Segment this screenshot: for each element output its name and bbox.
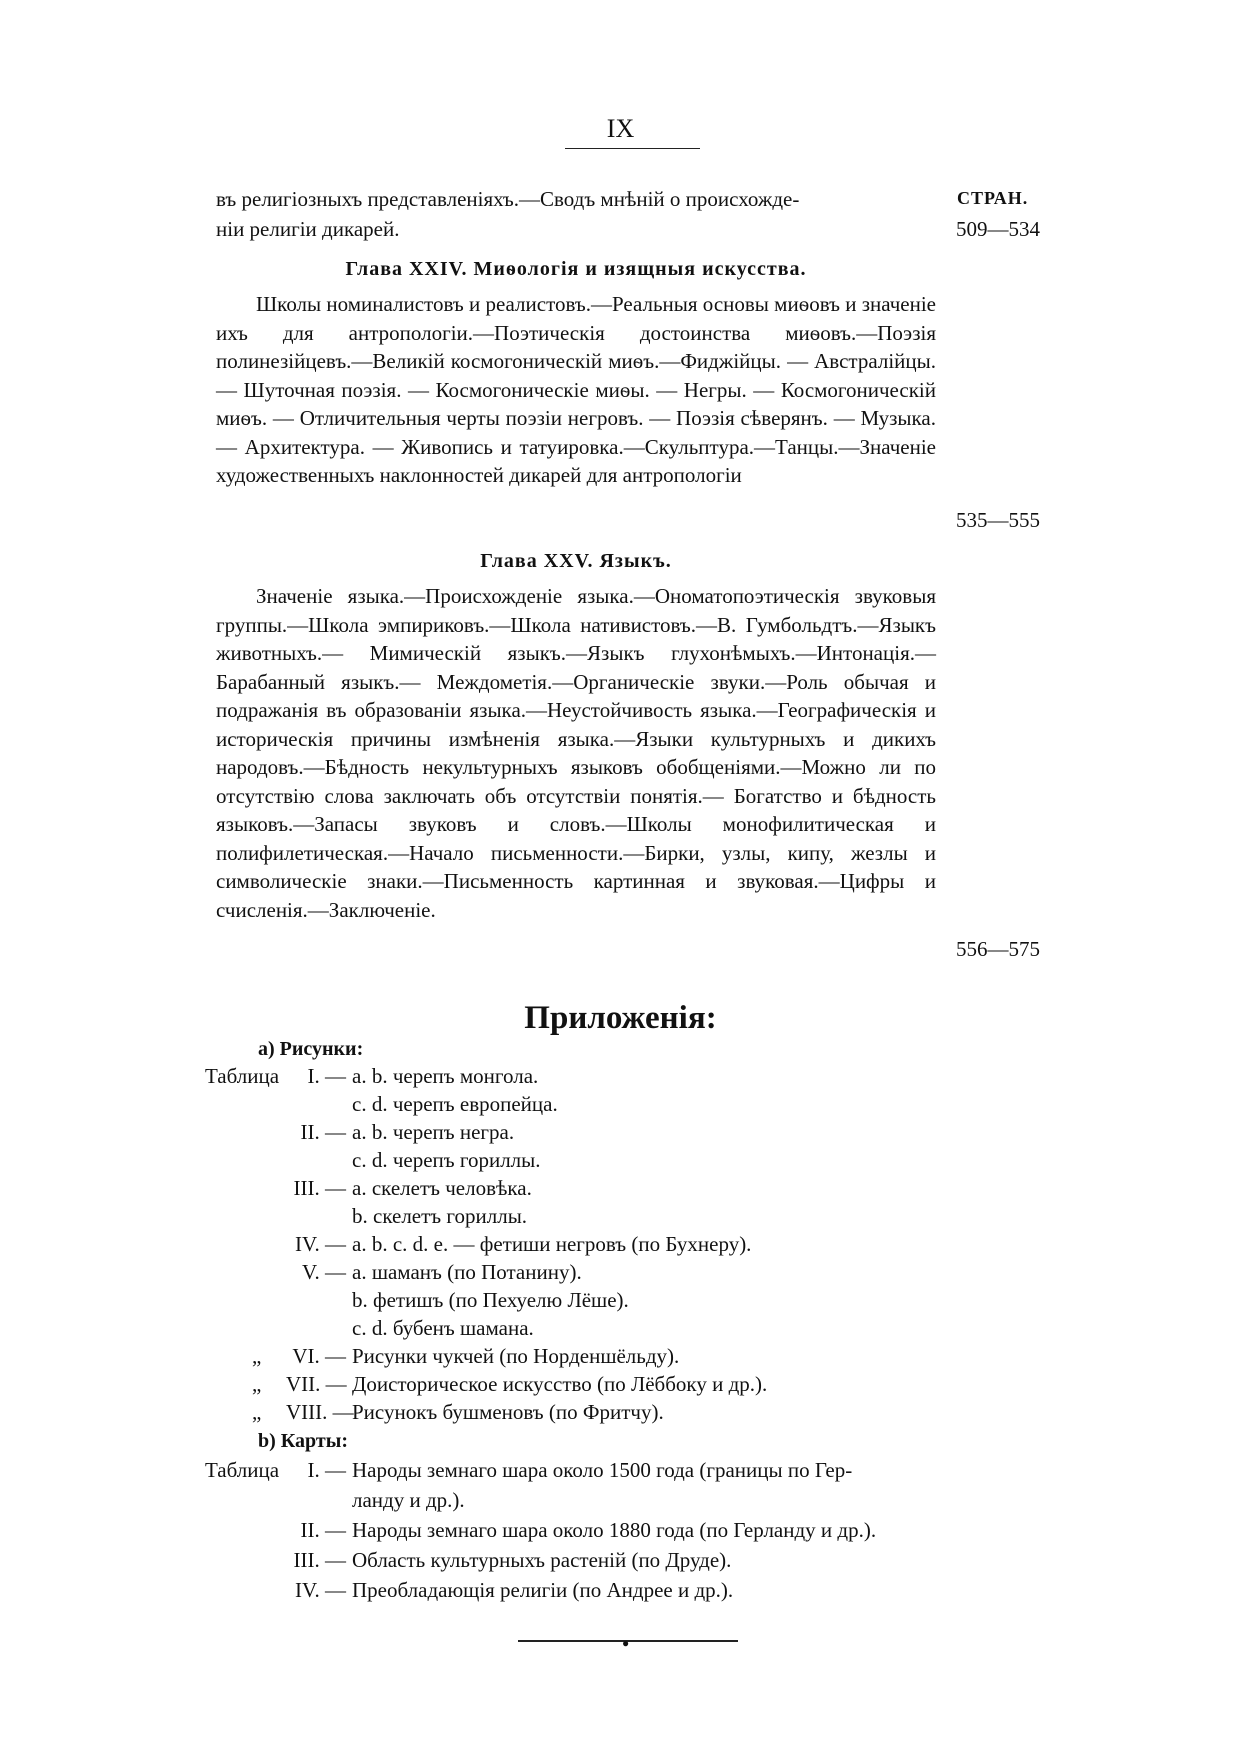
plate-number: I. — xyxy=(307,1458,346,1482)
figure-text: a. шаманъ (по Потанину). xyxy=(352,1260,582,1284)
plate-number: VI. — xyxy=(292,1344,346,1368)
figure-text: a. b. черепъ монгола. xyxy=(352,1064,539,1088)
figure-row xyxy=(252,1342,679,1370)
figure-row xyxy=(252,1370,767,1398)
figure-row xyxy=(266,1314,534,1342)
chapter-text: Школы номиналистовъ и реалистовъ.—Реальныя основы миѳовъ и значеніе ихъ для антропологіи.—Поэтическія достоинства миѳовъ.—Поэзія полинезійцевъ.—Великій космогоническій миѳъ.—Фиджійцы. — Австралійцы. — Шуточная поэзія. — Космогоническіе миѳы. — Негры. — Космогоническій миѳъ. — Отличительныя черты поэзіи негровъ. — Поэзія сѣверянъ. — Музыка. — Архитектура. — Живопись и татуировка.—Скульптура.—Танцы.—Значеніе художественныхъ наклонностей дикарей для антропологіи xyxy=(216,292,936,487)
figure-text: a. скелетъ человѣка. xyxy=(352,1176,532,1200)
figure-row xyxy=(266,1202,527,1230)
chapter-heading: Глава XXV. Языкъ. xyxy=(480,550,672,572)
chapter-text: Значеніе языка.—Происхожденіе языка.—Ономатопоэтическія звуковыя группы.—Школа эмпириковъ.—Школа нативистовъ.—В. Гумбольдтъ.—Языкъ животныхъ.— Мимическій языкъ.—Языкъ глухонѣмыхъ.—Интонація.—Барабанный языкъ.— Междометія.—Органическіе звуки.—Роль обычая и подражанія въ образованіи языка.—Неустойчивость языка.—Географическія и историческія причины измѣненія языка.—Языки культурныхъ и дикихъ народовъ.—Бѣдность некультурныхъ языковъ обобщеніями.—Можно ли по отсутствію слова заключать объ отсутствіи понятія.— Богатство и бѣдность языковъ.—Запасы звуковъ и словъ.—Школы монофилитическая и полифилетическая.—Начало письменности.—Бирки, узлы, кипу, жезлы и символическіе знаки.—Письменность картинная и звуковая.—Цифры и счисленія.—Заключеніе. xyxy=(216,584,936,922)
plate-number: II. — xyxy=(300,1120,346,1144)
closing-ornament: ● xyxy=(622,1636,630,1650)
figure-text: Рисунокъ бушменовъ (по Фритчу). xyxy=(352,1400,664,1424)
figure-text: c. d. черепъ гориллы. xyxy=(352,1148,541,1172)
plate-number: IV. — xyxy=(295,1578,346,1602)
map-text: ланду и др.). xyxy=(352,1488,465,1512)
page-number: IX xyxy=(606,114,635,143)
map-row xyxy=(286,1486,465,1514)
table-word: Таблица xyxy=(205,1458,280,1482)
plate-number: II. — xyxy=(300,1518,346,1542)
figure-text: c. d. черепъ европейца. xyxy=(352,1092,558,1116)
map-row xyxy=(286,1456,852,1484)
chapter-body xyxy=(216,582,936,924)
map-row xyxy=(286,1546,731,1574)
chapter-pages: 535—555 xyxy=(956,508,1040,532)
figure-row xyxy=(266,1258,582,1286)
figure-text: c. d. бубенъ шамана. xyxy=(352,1316,534,1340)
figure-text: b. скелетъ гориллы. xyxy=(352,1204,528,1228)
figure-row xyxy=(266,1090,558,1118)
ditto-mark: „ xyxy=(252,1372,262,1396)
figures-label: а) Рисунки: xyxy=(258,1038,364,1060)
plate-number: V. — xyxy=(302,1260,346,1284)
intro-line: въ религіозныхъ представленіяхъ.—Сводъ мнѣній о происхожде- xyxy=(216,187,800,211)
figure-text: a. b. c. d. e. — фетиши негровъ (по Бухнеру). xyxy=(352,1232,752,1256)
plate-number: VII. — xyxy=(286,1372,347,1396)
figure-text: Рисунки чукчей (по Норденшёльду). xyxy=(352,1344,680,1368)
maps-label: b) Карты: xyxy=(258,1430,348,1452)
figure-text: Доисторическое искусство (по Лёббоку и др.). xyxy=(352,1372,768,1396)
chapter-heading: Глава XXIV. Миѳологія и изящныя искусства. xyxy=(345,258,807,280)
plate-number: III. — xyxy=(293,1548,346,1572)
table-word: Таблица xyxy=(205,1064,280,1088)
map-text: Народы земнаго шара около 1500 года (границы по Гер- xyxy=(352,1458,853,1482)
plate-number: IV. — xyxy=(295,1232,346,1256)
chapter-pages: 556—575 xyxy=(956,937,1040,961)
figure-row xyxy=(266,1286,629,1314)
figure-row xyxy=(252,1398,664,1426)
intro-paragraph xyxy=(216,184,936,244)
page-number-rule xyxy=(565,148,700,149)
intro-pages: 509—534 xyxy=(956,217,1040,241)
map-text: Преобладающія религіи (по Андрее и др.). xyxy=(352,1578,734,1602)
plate-number: III. — xyxy=(293,1176,346,1200)
ditto-mark: „ xyxy=(252,1400,262,1424)
figure-text: a. b. черепъ негра. xyxy=(352,1120,515,1144)
figure-row xyxy=(266,1118,514,1146)
pages-column-label: СТРАН. xyxy=(957,188,1029,208)
appendix-title: Приложенія: xyxy=(524,1000,717,1036)
intro-line: ніи религіи дикарей. xyxy=(216,217,400,241)
figure-row xyxy=(266,1062,538,1090)
map-text: Область культурныхъ растеній (по Друде). xyxy=(352,1548,732,1572)
figure-text: b. фетишъ (по Пехуелю Лёше). xyxy=(352,1288,629,1312)
map-row xyxy=(286,1576,733,1604)
figure-row xyxy=(266,1230,751,1258)
chapter-body xyxy=(216,290,936,490)
ditto-mark: „ xyxy=(252,1344,262,1368)
figure-row xyxy=(266,1146,541,1174)
plate-number: VIII. — xyxy=(286,1400,354,1424)
plate-number: I. — xyxy=(307,1064,346,1088)
map-text: Народы земнаго шара около 1880 года (по Герланду и др.). xyxy=(352,1518,877,1542)
map-row xyxy=(286,1516,876,1544)
figure-row xyxy=(266,1174,532,1202)
